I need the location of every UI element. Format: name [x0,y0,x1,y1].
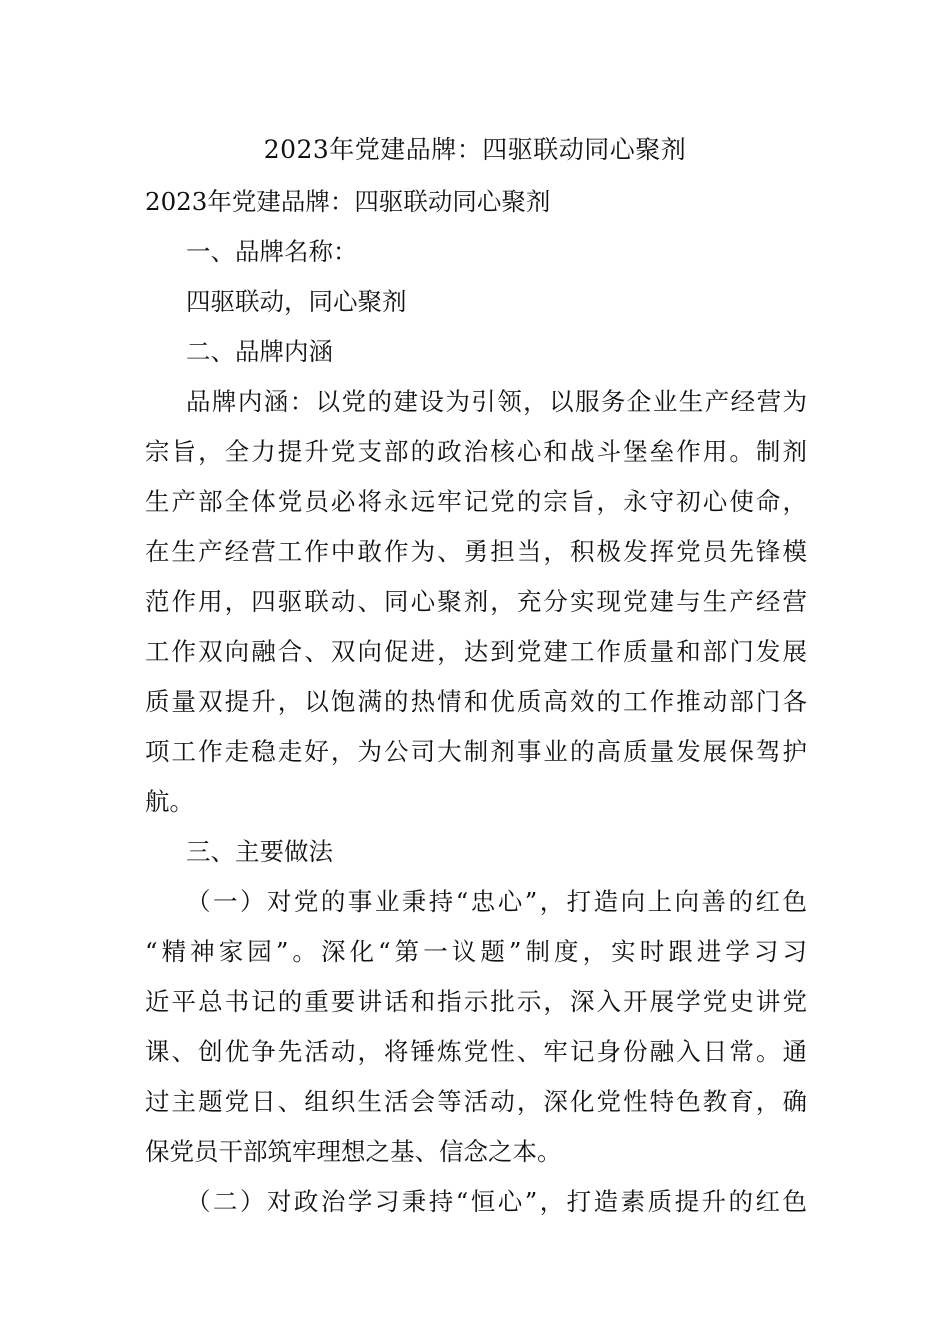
document-body [145,177,807,1227]
paragraph-line: 工作双向融合、双向促进，达到党建工作质量和部门发展 [145,637,807,666]
paragraph-line: 宗旨，全力提升党支部的政治核心和战斗堡垒作用。制剂 [145,437,807,466]
paragraph-line: 在生产经营工作中敢作为、勇担当，积极发挥党员先锋模 [145,537,807,566]
paragraph-line: 质量双提升，以饱满的热情和优质高效的工作推动部门各 [145,687,807,716]
paragraph-line: 课、创优争先活动，将锤炼党性、牢记身份融入日常。通 [145,1037,807,1066]
paragraph-line: 过主题党日、组织生活会等活动，深化党性特色教育，确 [145,1087,807,1116]
paragraph-line: 项工作走稳走好，为公司大制剂事业的高质量发展保驾护 [145,737,807,766]
paragraph-line: 品牌内涵：以党的建设为引领，以服务企业生产经营为 [186,387,807,416]
section-2-heading: 二、品牌内涵 [186,337,333,366]
paragraph-line: （一）对党的事业秉持“忠心”，打造向上向善的红色 [186,887,807,916]
paragraph-line: “精神家园”。深化“第一议题”制度，实时跟进学习习 [145,937,807,966]
paragraph-line: 近平总书记的重要讲话和指示批示，深入开展学党史讲党 [145,987,807,1016]
paragraph-line: 生产部全体党员必将永远牢记党的宗旨，永守初心使命， [145,487,807,516]
document-title: 2023年党建品牌：四驱联动同心聚剂 [263,135,687,164]
paragraph-line: 航。 [145,787,194,816]
paragraph-line: 范作用，四驱联动、同心聚剂，充分实现党建与生产经营 [145,587,807,616]
paragraph-line: 保党员干部筑牢理想之基、信念之本。 [145,1137,562,1166]
brand-name: 四驱联动，同心聚剂 [186,287,407,316]
paragraph-line: （二）对政治学习秉持“恒心”，打造素质提升的红色 [186,1187,807,1216]
section-1-heading: 一、品牌名称： [186,237,358,266]
section-3-heading: 三、主要做法 [186,837,333,866]
document-heading: 2023年党建品牌：四驱联动同心聚剂 [145,187,551,216]
